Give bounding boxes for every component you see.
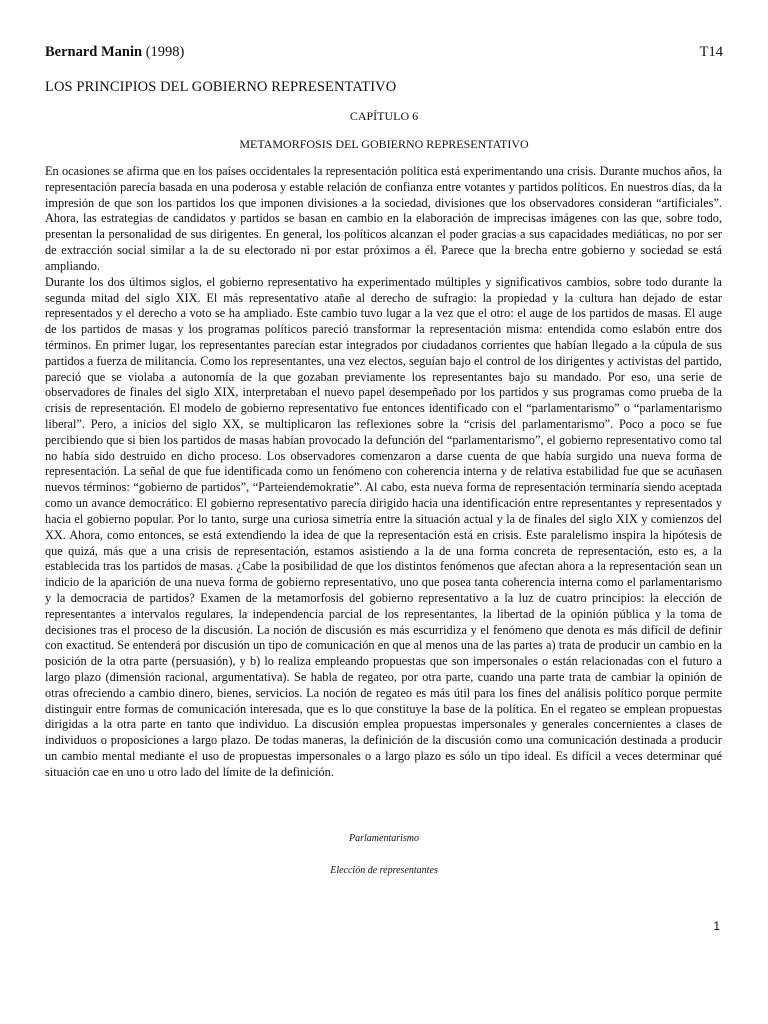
paragraph: Durante los dos últimos siglos, el gobierno representativo ha experimentado múltiples y significativos cambios, sobre todo durante la segunda mitad del siglo XIX. El más representativo atañe al derecho de sufragio: la propiedad y la cultura han dejado de estar representados y el derecho a voto se ha ampliado. Este cambio tuvo lugar a la vez que el otro: el auge de los partidos de masas. El auge de los partidos de masas y los programas políticos pareció transformar la representación misma: entendida como eslabón entre dos términos. En primer lugar, los representantes parecían estar integrados por ciudadanos corrientes que habían llegado a la cúpula de sus partidos a fuerza de militancia. Como los representantes, una vez electos, seguían bajo el control de los dirigentes y activistas del partido, pareció que se violaba a autonomía de la que gozaban previamente los representantes bajo su mandado. Por eso, una serie de observadores de finales del siglo XIX, interpretaban el nuevo papel desempeñado por los partidos y sus programas como prueba de la crisis de representación. El modelo de gobierno representativo fue entonces identificado con el “parlamentarismo” o “parlamentarismo liberal”. Pero, a inicios del siglo XX, se multiplicaron las reflexiones sobre la “crisis del parlamentarismo”. Poco a poco se fue percibiendo que si bien los partidos de masas habían provocado la defunción del “parlamentarismo”, el gobierno representativo como tal no había sido destruido en dicho proceso. Los observadores comenzaron a darse cuenta de que había surgido una nueva forma de representación. La señal de que fue identificada como un fenómeno con coherencia interna y de relativa estabilidad fue que se acuñasen nuevos términos: “gobierno de partidos”, “Parteiendemokratie”. Al cabo, esta nueva forma de representación terminaría siendo aceptada como un avance democrático. El gobierno representativo parecía dirigido hacia una identificación entre representantes y representados y hacia el gobierno popular. Por lo tanto, surge una curiosa simetría entre la situación actual y la de finales del siglo XIX y comienzos del XX. Ahora, como entonces, se está extendiendo la idea de que la representación está en crisis. Este paralelismo inspira la hipótesis de que quizá, más que a una crisis de representación, estamos asistiendo a la de una forma concreta de representación, esto es, a la establecida tras los partidos de masas. ¿Cabe la posibilidad de que los distintos fenómenos que afectan ahora a la representación sean un indicio de la aparición de una nueva forma de gobierno representativo, uno que posea tanta coherencia interna como el parlamentarismo y la democracia de partidos? Examen de la metamorfosis del gobierno representativo a la luz de cuatro principios: la elección de representantes a intervalos regulares, la independencia parcial de los representantes, la libertad de la opinión pública y la toma de decisiones tras el proceso de la discusión. La noción de discusión es más escurridiza y el fenómeno que denota es más difícil de definir con exactitud. Se entenderá por discusión un tipo de comunicación en que al menos una de las partes a) trata de producir un cambio en la posición de la otra parte (persuasión), y b) lo realiza empleando propuestas que son impersonales o están relacionadas con el futuro a largo plazo (dimensión racional, argumentativa). Se habla de regateo, por otra parte, cuando una parte trata de cambiar la opinión de otras ofreciendo a cambio dinero, bienes, servicios. La noción de regateo es más útil para los fines del análisis político porque permite distinguir entre formas de comunicación interesada, que es lo que constituye la base de la política. En el regateo se emplean propuestas dirigidas a la otra parte en tanto que individuo. La discusión emplea propuestas impersonales y generales concernientes a clases de individuos o proposiciones a largo plazo. De todas maneras, la definición de la discusión como una comunicación destinada a producir un cambio mental mediante el uso de propuestas impersonales o a largo plazo es sólo un tipo ideal. Es difícil a veces determinar qué situación cae en uno u otro lado del límite de la definición. xyxy=(45,274,722,779)
subheading-eleccion: Elección de representantes xyxy=(330,865,438,876)
subheading-parlamentarismo: Parlamentarismo xyxy=(349,833,419,844)
paragraph: En ocasiones se afirma que en los países occidentales la representación política está experimentando una crisis. Durante muchos años, la representación parecía basada en una poderosa y estable relación de confianza entre votantes y partidos políticos. En nuestros días, da la impresión de que son los partidos los que imponen divisiones a la sociedad, divisiones que los observadores consideran “artificiales”. Ahora, las estrategias de candidatos y partidos se basan en cambio en la elaboración de imprecisas imágenes con las que, sobre todo, presentan la personalidad de sus dirigentes. En general, los políticos alcanzan el poder gracias a sus capacidades mediáticas, no por ser de extracción social similar a la de su electorado ni por estar próximos a él. Parece que la brecha entre gobierno y sociedad se está ampliando. xyxy=(45,164,722,273)
publication-year: (1998) xyxy=(145,44,185,60)
chapter-title: METAMORFOSIS DEL GOBIERNO REPRESENTATIVO xyxy=(239,137,529,151)
chapter-number: CAPÍTULO 6 xyxy=(349,109,419,123)
document-header xyxy=(45,44,723,64)
page-number: 1 xyxy=(713,919,720,933)
document-code: T14 xyxy=(699,44,723,60)
author-citation xyxy=(45,44,184,61)
book-title: LOS PRINCIPIOS DEL GOBIERNO REPRESENTATIVO xyxy=(45,79,397,95)
body-text xyxy=(45,164,722,781)
author-name: Bernard Manin xyxy=(45,44,143,60)
